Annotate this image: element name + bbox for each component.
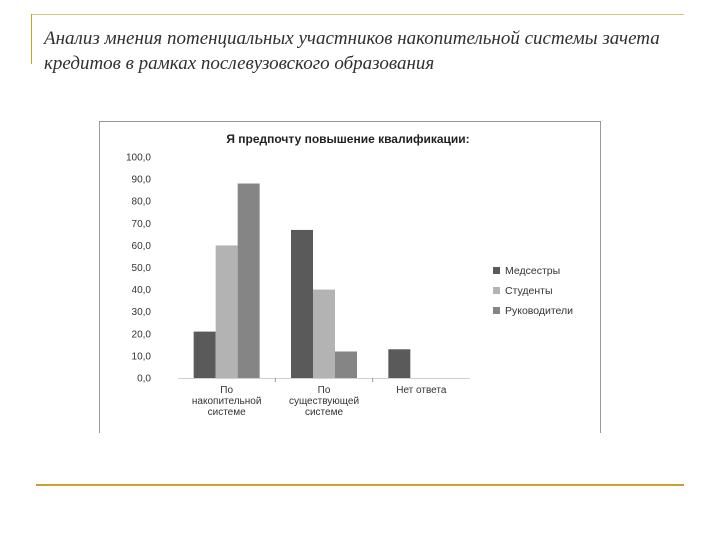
legend-label: Студенты	[505, 285, 553, 297]
y-tick-label: 100,0	[125, 152, 151, 164]
bar	[388, 349, 410, 378]
x-category-label: По существующей системе	[288, 385, 360, 418]
y-tick-label: 90,0	[131, 174, 151, 186]
y-tick-label: 0,0	[137, 373, 151, 385]
bar	[291, 230, 313, 378]
y-tick-label: 10,0	[131, 351, 151, 363]
x-axis	[178, 378, 470, 418]
legend	[493, 265, 573, 317]
y-tick-label: 30,0	[131, 307, 151, 319]
legend-label: Медсестры	[505, 265, 561, 277]
bar	[313, 290, 335, 378]
slide-title: Анализ мнения потенциальных участников накопительной системы зачета кредитов в рамках послевузовского образования	[44, 28, 660, 74]
legend-swatch	[493, 267, 500, 274]
legend-swatch	[493, 307, 500, 314]
bar	[194, 332, 216, 378]
legend-label: Руководители	[505, 305, 574, 317]
y-tick-label: 20,0	[131, 329, 151, 341]
y-tick-label: 50,0	[131, 263, 151, 274]
x-category-label: По накопительной системе	[191, 385, 262, 418]
bottom-rule	[36, 484, 684, 486]
left-rule	[31, 14, 32, 64]
chart-title: Я предпочту повышение квалификации:	[226, 132, 470, 146]
bar-chart	[100, 122, 602, 434]
y-tick-label: 70,0	[131, 218, 151, 230]
y-tick-label: 60,0	[131, 240, 151, 252]
bars-group	[194, 184, 411, 378]
bar	[216, 245, 238, 378]
top-rule	[31, 14, 684, 15]
bar	[238, 184, 260, 378]
legend-swatch	[493, 287, 500, 294]
y-tick-label: 80,0	[131, 196, 151, 208]
chart-container	[99, 121, 601, 433]
y-axis	[126, 153, 151, 385]
y-tick-label: 40,0	[131, 285, 151, 297]
bar	[335, 351, 357, 378]
x-category-label: Нет ответа	[396, 385, 447, 396]
